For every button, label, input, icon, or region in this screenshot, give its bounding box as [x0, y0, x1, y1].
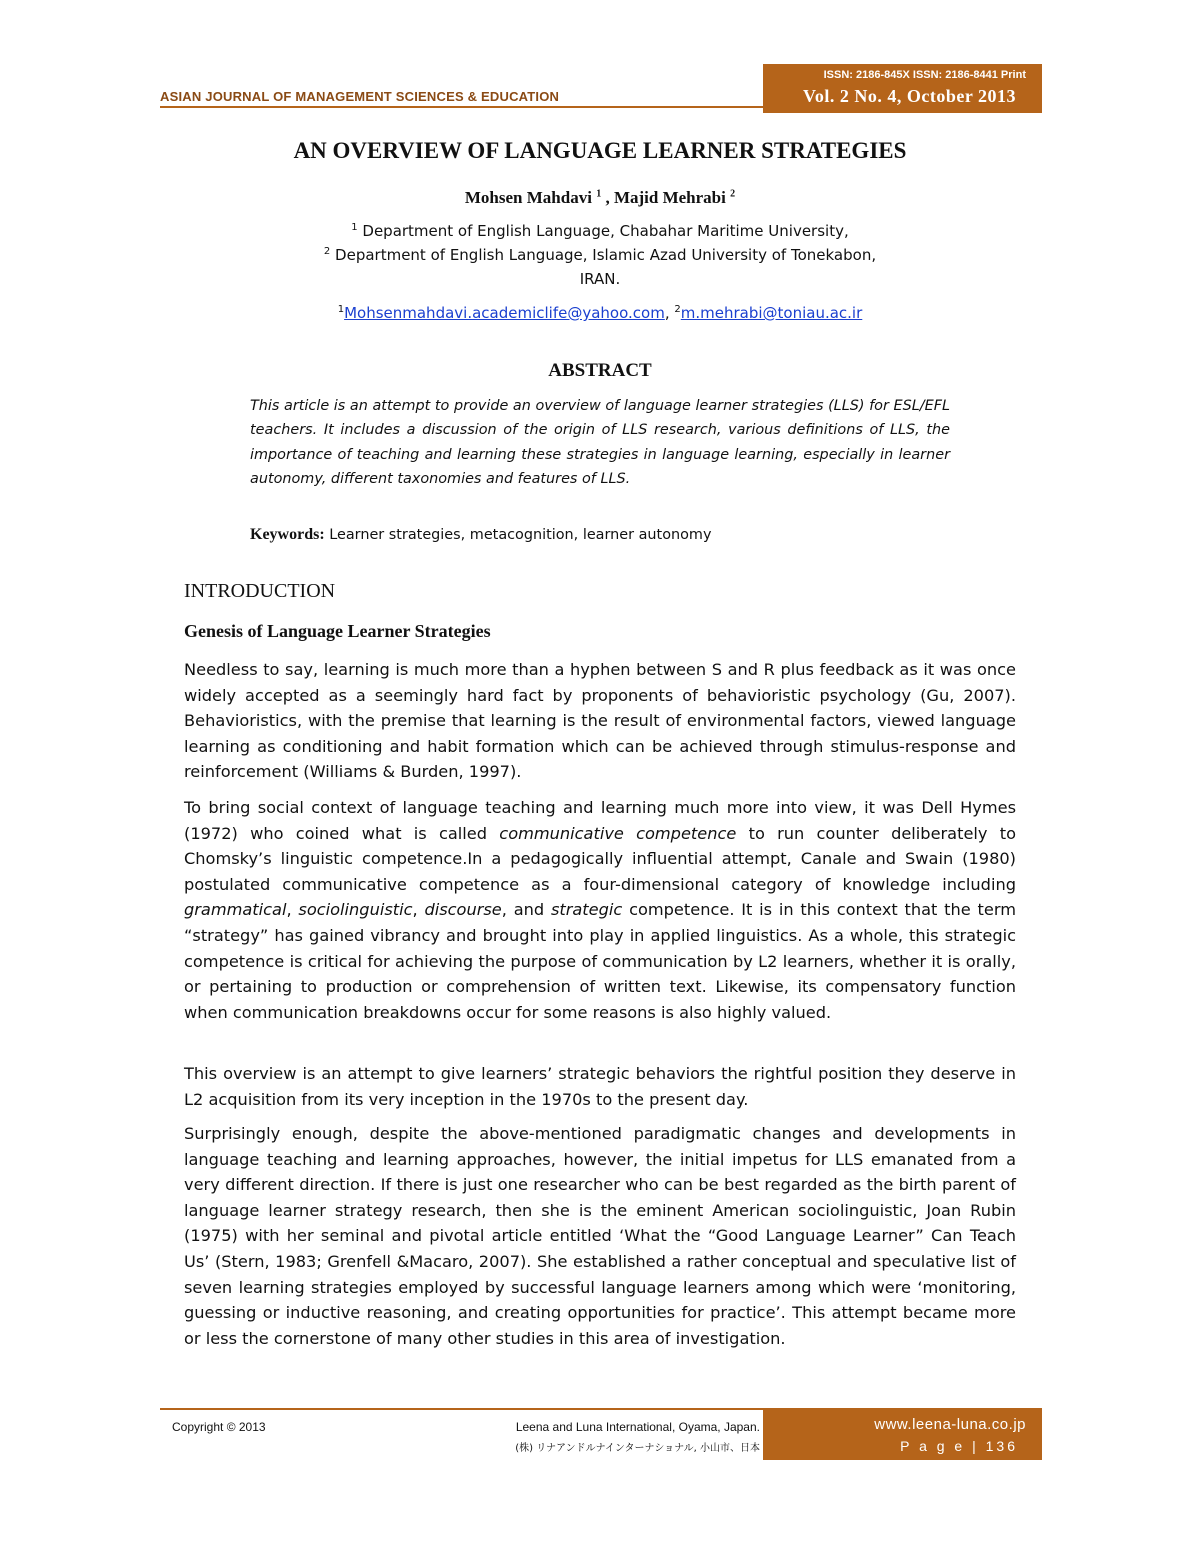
paragraph-3: This overview is an attempt to give learners’ strategic behaviors the rightful position they deserve in L2 acquisition from its very inception in the 1970s to the present day. — [184, 1064, 1016, 1109]
author-separator: , — [605, 188, 614, 207]
publisher: Leena and Luna International, Oyama, Japan. — [515, 1420, 760, 1434]
paragraph-2 — [184, 795, 1016, 1025]
header-rule — [160, 106, 764, 108]
paragraph-2-part-2: to run counter deliberately to Chomsky’s linguistic competence.In a pedagogically influential attempt, Canale and Swain (1980) postulated communicative competence as a four-dimensional category of knowledge including — [184, 823, 1016, 894]
author-2: Majid Mehrabi — [613, 188, 726, 207]
publisher-japanese: (株) リナアンドルナインターナショナル, 小山市、日本 — [515, 1443, 760, 1454]
footer-box — [763, 1408, 1042, 1460]
affiliation-1 — [0, 222, 1200, 240]
affiliation-2 — [0, 246, 1200, 264]
paragraph-2-part-5: , and — [501, 900, 551, 920]
term-communicative-competence: communicative competence — [499, 823, 737, 843]
issn-text: ISSN: 2186-845X ISSN: 2186-8441 Print — [823, 69, 1026, 81]
author-emails — [0, 304, 1200, 322]
affiliation-1-sup: 1 — [351, 222, 358, 233]
copyright: Copyright © 2013 — [172, 1420, 266, 1434]
paragraph-2-part-1: To bring social context of language teaching and learning much more into view, it was Dell Hymes (1972) who coined what is called — [184, 798, 1016, 843]
page-number: P a g e | 136 — [900, 1438, 1018, 1454]
term-strategic: strategic — [550, 900, 623, 920]
email-separator: , — [664, 304, 675, 322]
website-link[interactable]: www.leena-luna.co.jp — [874, 1416, 1026, 1433]
paragraph-4: Surprisingly enough, despite the above-mentioned paradigmatic changes and developments in language teaching and learning approaches, however, the initial impetus for LLS emanated from a very different direction. If there is just one researcher who can be best regarded as the birth parent of language learner strategy research, then she is the eminent American sociolinguistic, Joan Rubin (1975) with her seminal and pivotal article entitled ‘What the “Good Language Learner” Can Teach Us’ (Stern, 1983; Grenfell &Macaro, 2007). She established a rather conceptual and speculative list of seven learning strategies employed by successful language learners among which were ‘monitoring, guessing or inductive reasoning, and creating opportunities for practice’. This attempt became more or less the cornerstone of many other studies in this area of investigation. — [184, 1124, 1016, 1348]
email-2-sup: 2 — [674, 304, 681, 315]
subsection-heading-genesis: Genesis of Language Learner Strategies — [184, 621, 491, 641]
keywords — [250, 526, 711, 544]
author-1-sup: 1 — [596, 188, 602, 200]
affiliation-1-text: Department of English Language, Chabahar Maritime University, — [357, 222, 849, 240]
affiliation-2-text: Department of English Language, Islamic Azad University of Tonekabon, — [330, 246, 877, 264]
keywords-label: Keywords: — [250, 526, 325, 543]
paragraph-1: Needless to say, learning is much more than a hyphen between S and R plus feedback as it was once widely accepted as a seemingly hard fact by proponents of behavioristic psychology (Gu, 2007). Behavioristics, with the premise that learning is the result of environmental factors, viewed language learning as conditioning and habit formation which can be achieved through stimulus-response and reinforcement (Williams & Burden, 1997). — [184, 660, 1016, 782]
volume-text: Vol. 2 No. 4, October 2013 — [803, 86, 1016, 106]
email-1-link[interactable]: Mohsenmahdavi.academiclife@yahoo.com — [344, 304, 665, 322]
author-2-sup: 2 — [730, 188, 736, 200]
article-title: AN OVERVIEW OF LANGUAGE LEARNER STRATEGIES — [293, 138, 907, 163]
authors — [0, 188, 1200, 208]
paragraph-2-part-4: , — [412, 900, 425, 920]
email-1-sup: 1 — [337, 304, 345, 315]
section-heading-introduction: INTRODUCTION — [184, 580, 336, 602]
abstract-text: This article is an attempt to provide an overview of language learner strategies (LLS) for ESL/EFL teachers. It includes a discussion of the origin of LLS research, various definitions of LLS, the importance of teaching and learning these strategies in language learning, especially in learner autonomy, different taxonomies and features of LLS. — [250, 398, 950, 488]
term-discourse: discourse — [424, 900, 502, 920]
footer-rule — [160, 1408, 764, 1410]
issn-box — [763, 64, 1042, 113]
author-1: Mohsen Mahdavi — [464, 188, 592, 207]
paragraph-2-part-3: , — [286, 900, 299, 920]
term-sociolinguistic: sociolinguistic — [298, 900, 413, 920]
term-grammatical: grammatical — [184, 900, 287, 920]
journal-name: ASIAN JOURNAL OF MANAGEMENT SCIENCES & EDUCATION — [160, 89, 560, 104]
affiliation-2-sup: 2 — [323, 246, 331, 257]
email-2-link[interactable]: m.mehrabi@toniau.ac.ir — [680, 304, 863, 322]
affiliation-3: IRAN. — [579, 270, 621, 288]
keywords-text: Learner strategies, metacognition, learner autonomy — [324, 527, 712, 543]
abstract-heading: ABSTRACT — [548, 360, 652, 381]
paragraph-2-part-6: competence. It is in this context that the term “strategy” has gained vibrancy and brought into play in applied linguistics. As a whole, this strategic competence is critical for achieving the purpose of communication by L2 learners, whether it is orally, or pertaining to production or comprehension of written text. Likewise, its compensatory function when communication breakdowns occur for some reasons is also highly valued. — [184, 900, 1016, 1022]
